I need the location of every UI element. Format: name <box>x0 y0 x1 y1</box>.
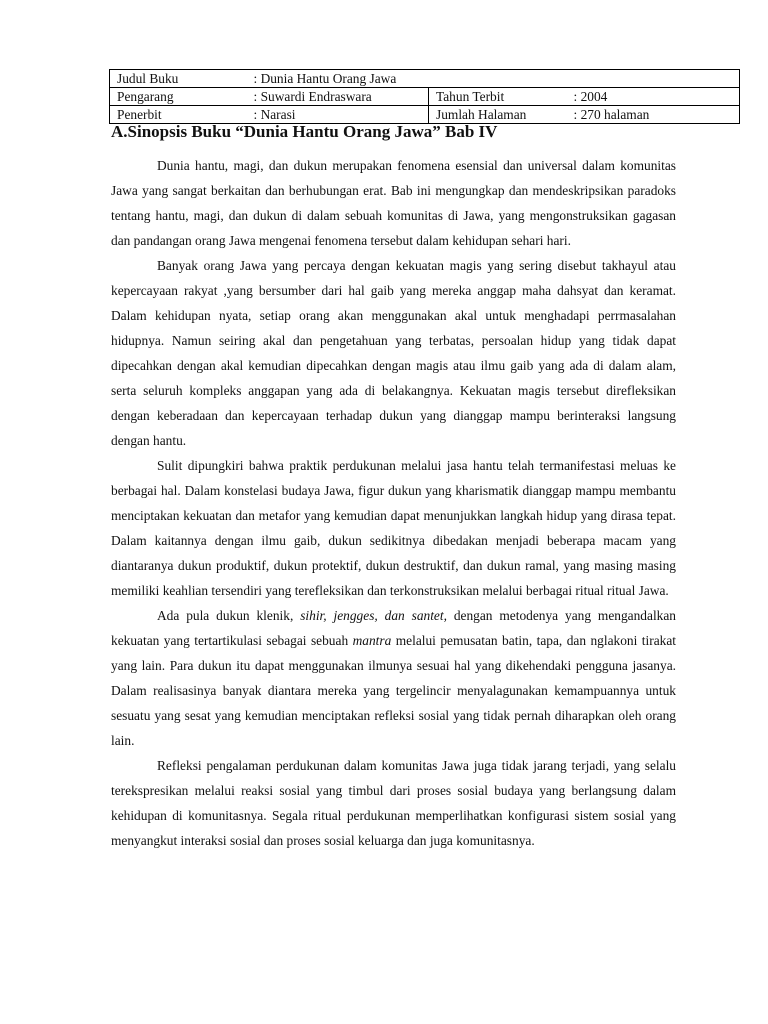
paragraph-4-part-a: Ada pula dukun klenik, <box>157 608 294 623</box>
paragraph-4-italic-mantra: mantra <box>352 633 392 648</box>
year-label: Tahun Terbit <box>429 88 567 106</box>
paragraph-4-part-c: dengan metodenya yang mengandalkan kekuatan yang tertartikulasi sebagai sebuah <box>111 608 676 648</box>
table-row <box>110 88 740 106</box>
book-info-table <box>109 69 740 124</box>
author-value: : Suwardi Endraswara <box>247 88 429 106</box>
title-value: : Dunia Hantu Orang Jawa <box>247 70 740 88</box>
synopsis-body <box>111 153 676 853</box>
pages-value: : 270 halaman <box>567 106 740 124</box>
paragraph-4-italic-terms: sihir, jengges, dan santet, <box>293 608 447 623</box>
paragraph-2: Banyak orang Jawa yang percaya dengan kekuatan magis yang sering disebut takhayul atau kepercayaan rakyat ,yang bersumber dari hal gaib yang mereka anggap maha dahsyat dan keramat. Dalam kehidupan nyata, setiap orang akan menggunakan akal untuk menghadapi perrmasalahan hidupnya. Namun seiring akal dan pengetahuan yang terbatas, persoalan hidup yang tidak dapat dipecahkan dengan akal kemudian dipecahkan dengan magis atau ilmu gaib yang ada di dalam alam, serta seluruh kompleks anggapan yang ada di belakangnya. Kekuatan magis tersebut direfleksikan dengan keberadaan dan kepercayaan terhadap dukun yang dianggap mampu berinteraksi langsung dengan hantu. <box>111 258 676 448</box>
publisher-value: : Narasi <box>247 106 429 124</box>
year-value: : 2004 <box>567 88 740 106</box>
paragraph-1: Dunia hantu, magi, dan dukun merupakan fenomena esensial dan universal dalam komunitas Jawa yang sangat berkaitan dan berhubungan erat. Bab ini mengungkap dan mendeskripsikan paradoks tentang hantu, magi, dan dukun di dalam sebuah komunitas di Jawa, yang mengonstruksikan gagasan dan pandangan orang Jawa mengenai fenomena tersebut dalam kehidupan sehari hari. <box>111 158 676 248</box>
table-row <box>110 70 740 88</box>
paragraph-5: Refleksi pengalaman perdukunan dalam komunitas Jawa juga tidak jarang terjadi, yang selalu terekspresikan melalui reaksi sosial yang timbul dari proses sosial budaya yang berlangsung dalam kehidupan di komunitasnya. Segala ritual perdukunan memperlihatkan konfigurasi sistem sosial yang menyangkut interaksi sosial dan proses sosial keluarga dan juga komunitasnya. <box>111 758 676 848</box>
pages-label: Jumlah Halaman <box>429 106 567 124</box>
title-label: Judul Buku <box>110 70 247 88</box>
paragraph-4 <box>111 603 676 753</box>
paragraph-3: Sulit dipungkiri bahwa praktik perdukunan melalui jasa hantu telah termanifestasi meluas ke berbagai hal. Dalam konstelasi budaya Jawa, figur dukun yang kharismatik dianggap mampu membantu menciptakan kekuatan dan metafor yang kemudian dapat menunjukkan langkah hidup yang dirasa tepat. Dalam kaitannya dengan ilmu gaib, dukun sedikitnya dibedakan menjadi beberapa macam yang diantaranya dukun produktif, dukun protektif, dukun destruktif, dan dukun ramal, yang masing masing memiliki keahlian tersendiri yang terefleksikan dan terkonstruksikan melalui berbagai ritual ritual Jawa. <box>111 458 676 598</box>
publisher-label: Penerbit <box>110 106 247 124</box>
paragraph-4-part-e: melalui pemusatan batin, tapa, dan nglakoni tirakat yang lain. Para dukun itu dapat menggunakan ilmunya sesuai hal yang dikehendaki pengguna jasanya. Dalam realisasinya banyak diantara mereka yang tergelincir menyalagunakan kemampuannya untuk sesuatu yang sesat yang kemudian menciptakan refleksi sosial yang tidak pernah diharapkan oleh orang lain. <box>111 633 676 748</box>
section-heading: A.Sinopsis Buku “Dunia Hantu Orang Jawa” Bab IV <box>111 122 498 141</box>
author-label: Pengarang <box>110 88 247 106</box>
